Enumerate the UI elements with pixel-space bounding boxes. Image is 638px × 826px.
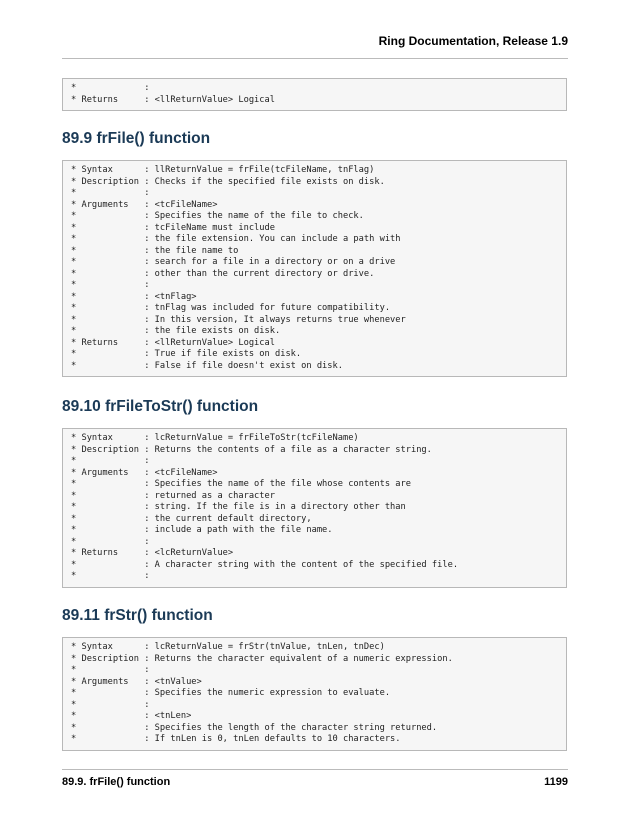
code-line: * : other than the current directory or drive. [71,268,375,279]
header-title: Ring Documentation, Release 1.9 [378,34,568,48]
code-line: * Arguments : <tcFileName> [71,467,218,478]
section-heading-frfiletostr: 89.10 frFileToStr() function [62,398,259,415]
code-line: * : the file exists on disk. [71,326,281,336]
code-line: * : False if file doesn't exist on disk. [71,360,343,371]
code-line: * : [71,699,150,710]
code-line: * Syntax : lcReturnValue = frStr(tnValue, tnLen, tnDec) [71,642,385,652]
code-line: * : [71,665,150,675]
section-heading-frstr: 89.11 frStr() function [62,607,213,624]
footer-section-title: 89.9. frFile() function [62,776,171,788]
code-line: * Syntax : lcReturnValue = frFileToStr(tcFileName) [71,433,359,443]
code-line: * : [71,188,150,198]
code-line: * : [71,456,150,466]
code-line: * Arguments : <tcFileName> [71,199,218,210]
code-line: * : Specifies the numeric expression to evaluate. [71,688,391,698]
code-line: * : A character string with the content of the specified file. [71,559,459,570]
page-footer [62,769,568,788]
code-line: * Description : Returns the contents of a file as a character string. [71,444,432,455]
code-line: * : the file name to [71,245,239,256]
code-line: * : the file extension. You can include a path with [71,234,401,244]
code-line: * : returned as a character [71,490,275,501]
code-line: * Description : Checks if the specified file exists on disk. [71,176,385,187]
code-line: * : True if file exists on disk. [71,349,302,359]
code-line: * : [71,83,150,93]
code-block-frstr [62,637,567,751]
code-line: * : <tnFlag> [71,291,197,302]
code-line: * : Specifies the name of the file to check. [71,211,364,221]
code-line: * : Specifies the length of the character string returned. [71,722,438,733]
code-line: * Arguments : <tnValue> [71,676,202,687]
code-block-frfile [62,160,567,377]
code-line: * : [71,571,150,581]
code-line: * : [71,280,150,290]
code-block-frfiletostr [62,428,567,588]
code-line: * : If tnLen is 0, tnLen defaults to 10 characters. [71,734,401,744]
code-line: * Returns : <lcReturnValue> [71,548,234,558]
code-line: * : search for a file in a directory or on a drive [71,257,396,267]
code-line: * Description : Returns the character equivalent of a numeric expression. [71,653,453,664]
footer-page-number: 1199 [544,776,568,788]
code-line: * : In this version, It always returns true whenever [71,314,406,325]
page-header [62,32,568,59]
code-line: * : include a path with the file name. [71,525,333,535]
code-line: * : the current default directory, [71,513,312,524]
code-line: * : tcFileName must include [71,222,275,233]
code-line: * Returns : <llReturnValue> Logical [71,337,275,348]
code-line: * : tnFlag was included for future compatibility. [71,303,391,313]
section-heading-frfile: 89.9 frFile() function [62,130,211,147]
code-line: * : [71,536,150,547]
code-line: * : string. If the file is in a directory other than [71,502,406,512]
code-block-returns-fragment [62,78,567,111]
code-line: * : <tnLen> [71,711,192,721]
code-line: * : Specifies the name of the file whose contents are [71,479,411,489]
code-line: * Returns : <llReturnValue> Logical [71,94,275,105]
code-line: * Syntax : llReturnValue = frFile(tcFileName, tnFlag) [71,165,375,175]
